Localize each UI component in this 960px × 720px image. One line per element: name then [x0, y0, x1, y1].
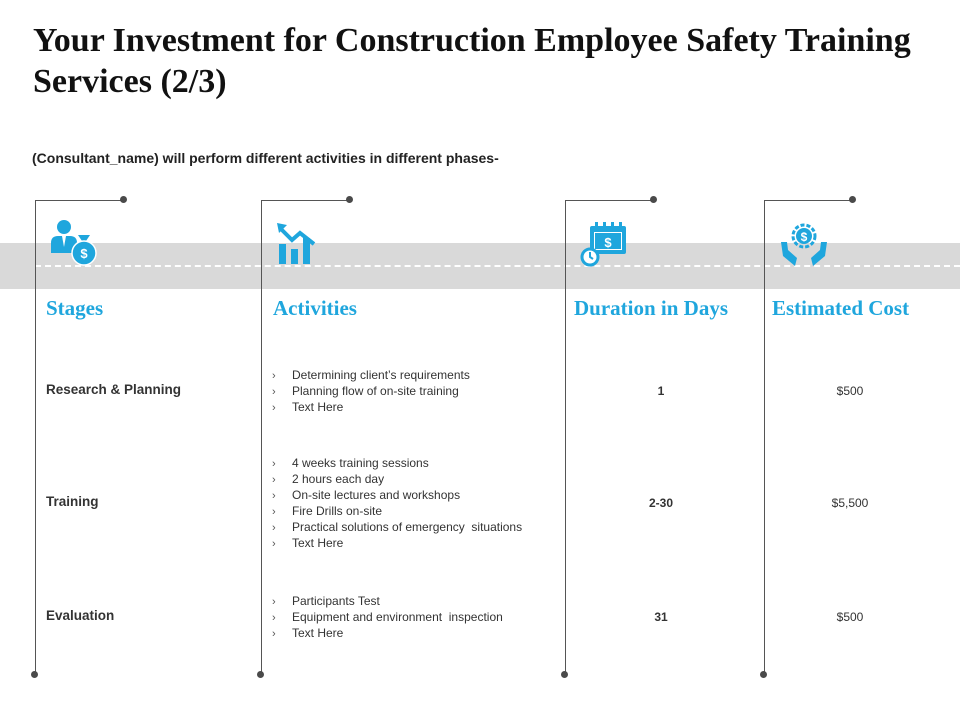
chevron-right-icon: ›	[272, 474, 276, 486]
list-item: › Text Here	[272, 536, 344, 550]
growth-chart-icon	[276, 222, 318, 266]
hands-dollar-gear-icon	[779, 220, 829, 268]
list-item: › Planning flow of on-site training	[272, 384, 459, 398]
list-item: › Text Here	[272, 400, 344, 414]
list-item: › Fire Drills on-site	[272, 504, 383, 518]
list-item: › 4 weeks training sessions	[272, 456, 429, 470]
activity-list	[272, 367, 470, 415]
activity-list	[272, 593, 503, 641]
chevron-right-icon: ›	[272, 402, 276, 414]
list-item: › On-site lectures and workshops	[272, 488, 461, 502]
stage-label: Evaluation	[46, 608, 115, 623]
list-item: › Equipment and environment inspection	[272, 610, 503, 624]
chevron-right-icon: ›	[272, 522, 276, 534]
svg-text:$: $	[80, 246, 88, 261]
calendar-dollar-clock-icon	[579, 220, 629, 268]
duration-value: 31	[654, 610, 668, 624]
duration-value: 1	[657, 384, 665, 398]
stage-label: Training	[46, 494, 99, 509]
cost-value: $500	[836, 610, 864, 624]
column-heading-stages: Stages	[46, 296, 104, 320]
chevron-right-icon: ›	[272, 370, 276, 382]
page-title: Your Investment for Construction Employee Safety Training Services (2/3)	[33, 22, 911, 100]
list-item: › 2 hours each day	[272, 472, 385, 486]
duration-value: 2-30	[648, 496, 674, 510]
chevron-right-icon: ›	[272, 458, 276, 470]
svg-text:$: $	[800, 230, 808, 244]
list-item: › Practical solutions of emergency situations	[272, 520, 523, 534]
chevron-right-icon: ›	[272, 538, 276, 550]
column-heading-activities: Activities	[273, 296, 357, 320]
businessman-money-bag-icon	[48, 217, 100, 267]
stage-label: Research & Planning	[46, 382, 182, 397]
chevron-right-icon: ›	[272, 596, 276, 608]
list-item: › Participants Test	[272, 594, 380, 608]
chevron-right-icon: ›	[272, 612, 276, 624]
cost-value: $5,500	[831, 496, 869, 510]
chevron-right-icon: ›	[272, 628, 276, 640]
chevron-right-icon: ›	[272, 386, 276, 398]
svg-text:$: $	[604, 235, 612, 250]
chevron-right-icon: ›	[272, 506, 276, 518]
chevron-right-icon: ›	[272, 490, 276, 502]
column-heading-duration: Duration in Days	[574, 296, 729, 320]
list-item: › Text Here	[272, 626, 344, 640]
column-heading-cost: Estimated Cost	[772, 296, 910, 320]
activity-list	[272, 455, 522, 551]
subtitle: (Consultant_name) will perform different activities in different phases-	[32, 150, 499, 166]
list-item: › Determining client’s requirements	[272, 368, 470, 382]
cost-value: $500	[836, 384, 864, 398]
